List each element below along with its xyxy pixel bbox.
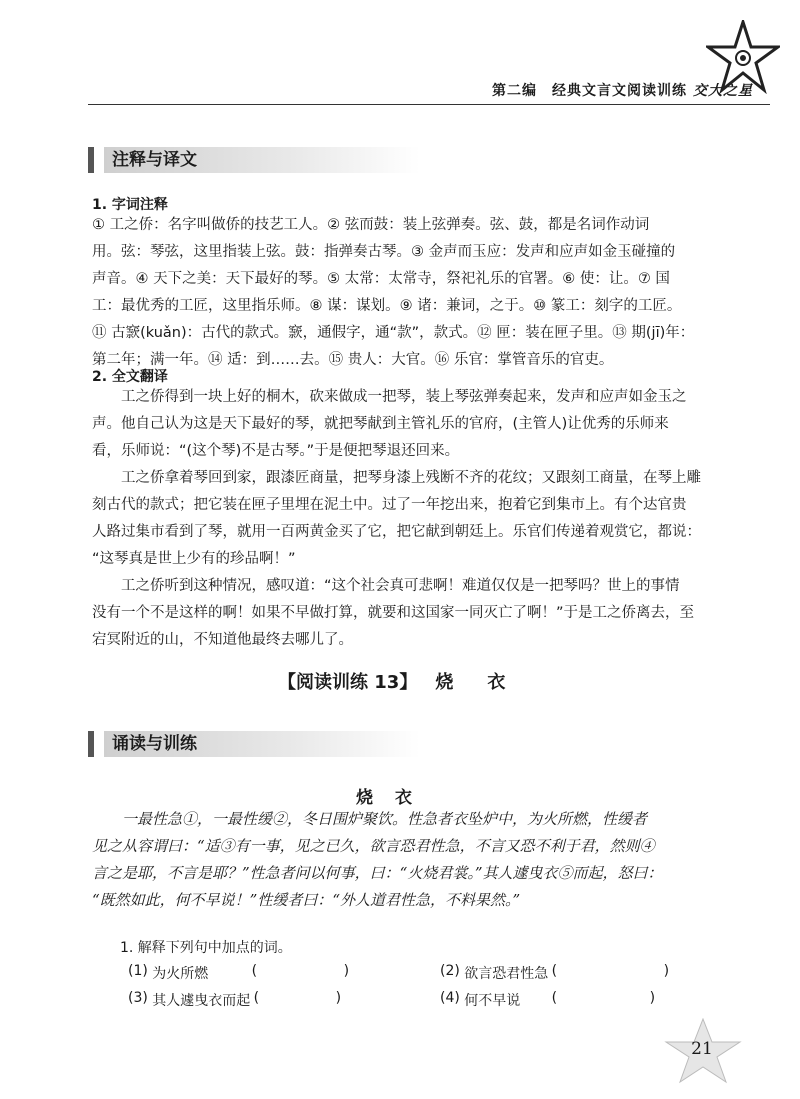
passage-title: 烧衣	[356, 788, 434, 808]
section-title-notes: 注释与译文	[104, 147, 420, 173]
item-number: (4)	[440, 990, 460, 1006]
translation-line: 工之侨拿着琴回到家，跟漆匠商量，把琴身漆上残断不齐的花纹；又跟刻工商量，在琴上雕	[92, 470, 701, 486]
translation-line: 没有一个不是这样的啊！如果不早做打算，就要和这国家一同灭亡了啊！”于是工之侨离去，至	[92, 605, 695, 621]
subheading-translation: 2. 全文翻译	[92, 369, 168, 385]
question-item-3	[128, 990, 344, 1010]
answer-blank[interactable]	[560, 990, 646, 1010]
section-header-reading	[88, 730, 508, 758]
translation-paragraph-1	[92, 384, 708, 465]
answer-blank[interactable]	[260, 963, 340, 983]
translation-line: 宕冥附近的山，不知道他最终去哪儿了。	[92, 632, 353, 648]
translation-line: “这琴真是世上少有的珍品啊！”	[92, 551, 296, 567]
section-bar	[88, 731, 94, 757]
running-head-section: 第二编 经典文言文阅读训练	[492, 83, 687, 99]
question-1: 1. 解释下列句中加点的词。	[120, 940, 292, 956]
answer-paren-close: )	[343, 963, 350, 979]
item-text: 何不早说	[464, 993, 521, 1009]
header-rule	[88, 104, 770, 105]
lesson-topic: 烧衣	[435, 672, 540, 693]
question-item-4	[440, 990, 658, 1010]
subheading-word-notes: 1. 字词注释	[92, 197, 168, 213]
question-item-1	[128, 963, 352, 983]
note-line: 第二年；满一年。⑭ 适：到……去。⑮ 贵人：大官。⑯ 乐官：掌管音乐的官吏。	[92, 352, 614, 368]
item-text: 其人遽曳衣而起	[152, 993, 251, 1009]
note-line: 用。弦：琴弦，这里指装上弦。鼓：指弹奏古琴。③ 金声而玉应：发声和应声如金玉碰撞的	[92, 244, 676, 260]
lesson-title	[278, 668, 578, 694]
lesson-label: 【阅读训练 13】	[278, 672, 418, 693]
answer-blank[interactable]	[560, 963, 660, 983]
running-head-brand: 交大之星	[693, 83, 753, 99]
answer-paren-open: (	[253, 990, 260, 1006]
answer-blank[interactable]	[262, 990, 332, 1010]
note-line: ⑪ 古窾(kuǎn)：古代的款式。窾，通假字，通“款”，款式。⑫ 匣：装在匣子里。⑬ 期(jī)年：	[92, 325, 695, 341]
item-number: (3)	[128, 990, 148, 1006]
question-item-2	[440, 963, 672, 983]
item-number: (2)	[440, 963, 460, 979]
section-bar	[88, 147, 94, 173]
translation-line: 工之侨听到这种情况，感叹道：“这个社会真可悲啊！难道仅仅是一把琴吗？世上的事情	[92, 578, 680, 594]
answer-paren-close: )	[335, 990, 342, 1006]
passage-line: 一最性急①，一最性缓②，冬日围炉聚饮。性急者衣坠炉中，为火所燃，性缓者	[92, 810, 648, 828]
answer-paren-close: )	[663, 963, 670, 979]
answer-paren-open: (	[251, 963, 258, 979]
note-line: ① 工之侨：名字叫做侨的技艺工人。② 弦而鼓：装上弦弹奏。弦、鼓，都是名词作动词	[92, 217, 650, 233]
item-number: (1)	[128, 963, 148, 979]
section-header-notes	[88, 146, 508, 174]
translation-line: 人路过集市看到了琴，就用一百两黄金买了它，把它献到朝廷上。乐官们传递着观赏它，都说：	[92, 524, 701, 540]
word-notes	[92, 212, 708, 374]
note-line: 声音。④ 天下之美：天下最好的琴。⑤ 太常：太常寺，祭祀礼乐的官署。⑥ 使：让。⑦ 国	[92, 271, 670, 287]
item-text: 为火所燃	[152, 966, 209, 982]
page-number: 21	[691, 1039, 713, 1059]
answer-paren-open: (	[551, 990, 558, 1006]
passage-text	[92, 806, 712, 914]
note-line: 工：最优秀的工匠，这里指乐师。⑧ 谋：谋划。⑨ 诸：兼词，之于。⑩ 篆工：刻字的工匠。	[92, 298, 682, 314]
translation-line: 工之侨得到一块上好的桐木，砍来做成一把琴，装上琴弦弹奏起来，发声和应声如金玉之	[92, 389, 687, 405]
translation-paragraph-3	[92, 573, 708, 654]
passage-line: “既然如此，何不早说！”性缓者曰：“外人道君性急，不料果然。”	[92, 891, 521, 909]
translation-line: 声。他自己认为这是天下最好的琴，就把琴献到主管礼乐的官府，(主管人)让优秀的乐师来	[92, 416, 669, 432]
item-text: 欲言恐君性急	[464, 966, 549, 982]
passage-line: 言之是耶，不言是耶？”性急者问以何事，曰：“火烧君裳。”其人遽曳衣⑤而起，怒曰：	[92, 864, 663, 882]
answer-paren-open: (	[551, 963, 558, 979]
section-title-reading: 诵读与训练	[104, 731, 420, 757]
star-logo-icon	[706, 20, 780, 94]
translation-paragraph-2	[92, 465, 708, 573]
translation-line: 看，乐师说：“(这个琴)不是古琴。”于是便把琴退还回来。	[92, 443, 460, 459]
translation-line: 刻古代的款式；把它装在匣子里埋在泥土中。过了一年挖出来，抱着它到集市上。有个达官贵	[92, 497, 687, 513]
answer-paren-close: )	[649, 990, 656, 1006]
passage-line: 见之从容谓曰：“适③有一事，见之已久，欲言恐君性急，不言又恐不利于君，然则④	[92, 837, 655, 855]
